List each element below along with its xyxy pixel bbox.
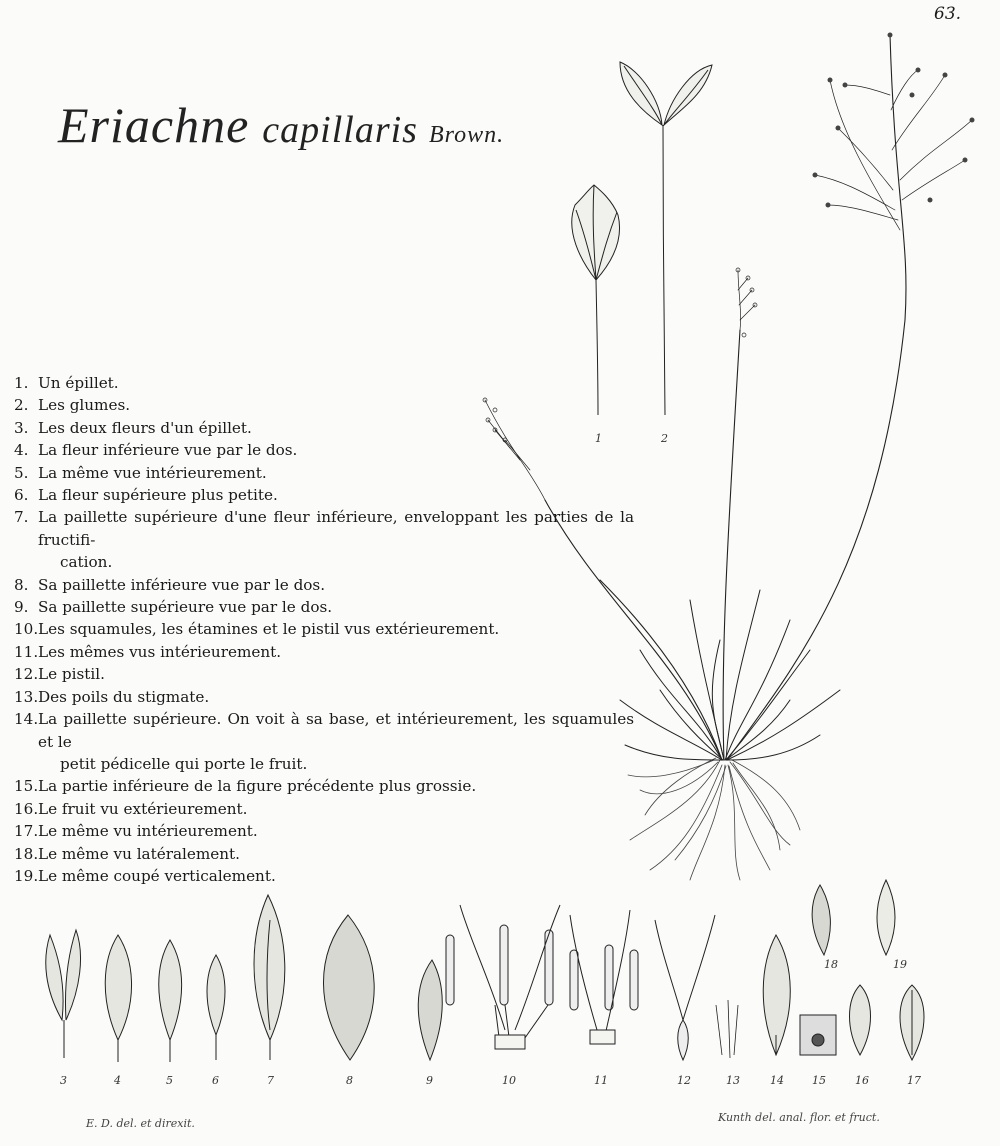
figure-number-17: 17 xyxy=(907,1074,921,1087)
figure-number-13: 13 xyxy=(726,1074,740,1087)
figure-8-lower-palea-back xyxy=(323,915,374,1060)
figure-7-upper-palea xyxy=(254,895,285,1060)
legend-text: Sa paillette supérieure vue par le dos. xyxy=(38,598,333,617)
title-species: capillaris xyxy=(262,109,418,151)
legend-number: 3. xyxy=(14,418,29,437)
legend-number: 18. xyxy=(14,844,39,863)
legend-text: La fleur inférieure vue par le dos. xyxy=(38,441,298,460)
figure-number-6: 6 xyxy=(212,1074,219,1087)
figure-19-fruit-section xyxy=(877,880,895,955)
figure-number-18: 18 xyxy=(824,958,838,971)
legend-text: La fleur supérieure plus petite. xyxy=(38,486,278,505)
figure-number-3: 3 xyxy=(60,1074,67,1087)
title-genus: Eriachne xyxy=(58,97,250,153)
legend-text: Le pistil. xyxy=(38,665,105,684)
legend-text: Des poils du stigmate. xyxy=(38,687,210,706)
figure-3-two-florets xyxy=(46,930,81,1058)
legend-text: La paillette supérieure. On voit à sa base, et intérieurement, les squamules et le xyxy=(38,710,634,751)
legend-number: 11. xyxy=(14,642,39,661)
figure-number-12: 12 xyxy=(677,1074,691,1087)
legend-text-continuation: cation. xyxy=(60,553,113,572)
figure-6-upper-flower xyxy=(207,955,225,1060)
legend-number: 1. xyxy=(14,374,29,392)
legend-number: 14. xyxy=(14,710,39,729)
credit-right: Kunth del. anal. flor. et fruct. xyxy=(718,1111,880,1124)
figure-10-stamens-pistil xyxy=(446,905,560,1049)
legend-text: La paillette supérieure d'une fleur inférieure, enveloppant les parties de la fructifi- xyxy=(38,508,634,549)
figure-number-5: 5 xyxy=(166,1074,173,1087)
legend-text: Les deux fleurs d'un épillet. xyxy=(38,418,252,437)
legend-text: Les glumes. xyxy=(38,396,131,415)
figure-number-16: 16 xyxy=(855,1074,869,1087)
figure-4-lower-flower-back xyxy=(105,935,131,1062)
figure-number-14: 14 xyxy=(770,1074,784,1087)
legend-text: Sa paillette inférieure vue par le dos. xyxy=(38,575,326,594)
figure-15-lower-part-enlarged xyxy=(800,1015,836,1055)
figure-number-8: 8 xyxy=(346,1074,353,1087)
legend-number: 13. xyxy=(14,687,39,706)
figure-17-fruit-inside xyxy=(900,985,924,1060)
legend-number: 15. xyxy=(14,777,39,796)
legend-number: 17. xyxy=(14,822,39,841)
figure-number-1: 1 xyxy=(595,432,602,445)
figure-12-pistil xyxy=(655,915,715,1060)
legend-number: 12. xyxy=(14,665,39,684)
legend-number: 19. xyxy=(14,866,39,885)
legend-text: Le même coupé verticalement. xyxy=(38,866,276,885)
legend-text: Les squamules, les étamines et le pistil vus extérieurement. xyxy=(38,620,500,639)
legend-number: 10. xyxy=(14,620,39,639)
legend-number: 16. xyxy=(14,799,39,818)
title-author: Brown. xyxy=(428,122,505,148)
figure-11-stamens-pistil-inside xyxy=(570,910,638,1044)
figure-9-upper-palea-back xyxy=(418,960,442,1060)
legend-number: 4. xyxy=(14,441,29,460)
legend-text: Les mêmes vus intérieurement. xyxy=(38,642,282,661)
legend-number: 2. xyxy=(14,396,29,415)
legend-number: 6. xyxy=(14,486,29,505)
legend-text-continuation: petit pédicelle qui porte le fruit. xyxy=(60,754,308,773)
page-number: 63. xyxy=(934,4,962,24)
figure-number-11: 11 xyxy=(594,1074,608,1087)
legend-number: 8. xyxy=(14,575,29,594)
figure-16-fruit-outside xyxy=(850,985,871,1055)
legend-text: La même vue intérieurement. xyxy=(38,463,267,482)
legend-text: Le fruit vu extérieurement. xyxy=(38,799,248,818)
figure-13-stigma-hairs xyxy=(716,1000,738,1058)
figure-number-10: 10 xyxy=(502,1074,516,1087)
legend-number: 7. xyxy=(14,508,29,527)
legend-number: 9. xyxy=(14,598,29,617)
legend-text: La partie inférieure de la figure précédente plus grossie. xyxy=(38,777,477,796)
figure-number-4: 4 xyxy=(114,1074,121,1087)
figure-number-15: 15 xyxy=(812,1074,826,1087)
legend-text: Un épillet. xyxy=(38,374,119,392)
figure-5-lower-flower-inside xyxy=(159,940,182,1062)
figure-number-19: 19 xyxy=(893,958,907,971)
figure-number-9: 9 xyxy=(426,1074,433,1087)
legend-number: 5. xyxy=(14,463,29,482)
figure-18-fruit-lateral xyxy=(812,885,830,955)
figure-14-upper-palea-base xyxy=(763,935,790,1055)
figure-number-2: 2 xyxy=(661,432,668,445)
legend-text: Le même vu intérieurement. xyxy=(38,822,258,841)
figure-number-7: 7 xyxy=(267,1074,274,1087)
legend-text: Le même vu latéralement. xyxy=(38,844,240,863)
credit-left: E. D. del. et direxit. xyxy=(86,1117,195,1130)
